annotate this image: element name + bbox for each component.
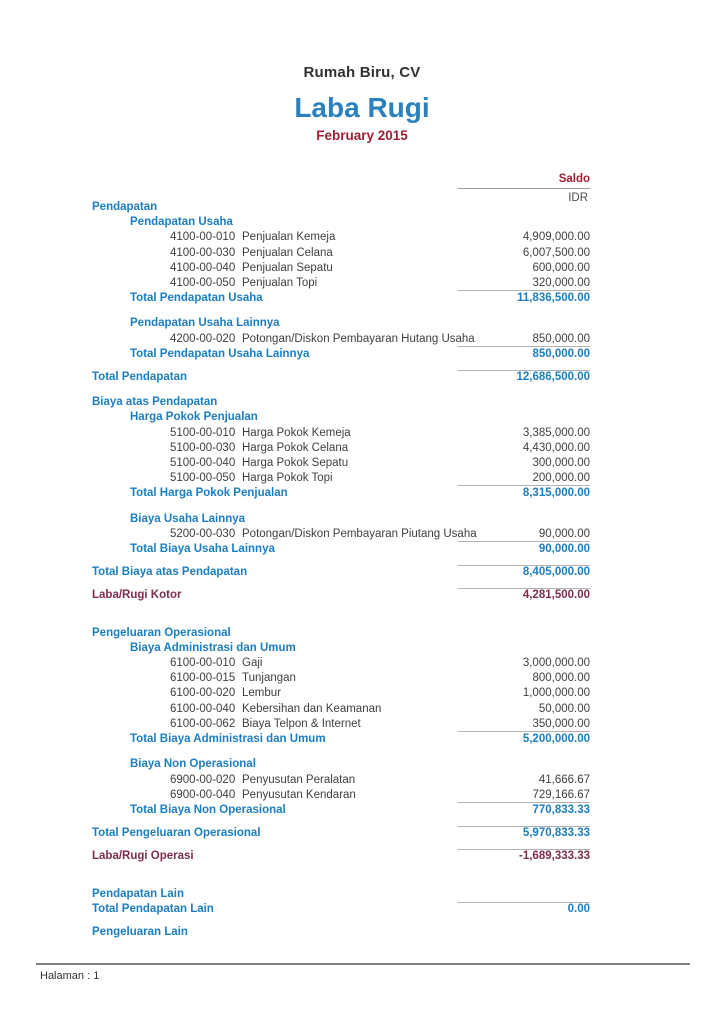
- row-label: Biaya Usaha Lainnya: [130, 512, 246, 525]
- section-row: [36, 512, 590, 527]
- account-row: [36, 788, 590, 803]
- account-row: [36, 686, 590, 701]
- row-amount: [458, 512, 590, 527]
- account-row: [36, 656, 590, 671]
- row-amount: [458, 200, 590, 215]
- total-row: [36, 732, 590, 747]
- account-name: Tunjangan: [242, 672, 296, 685]
- account-name: Harga Pokok Sepatu: [242, 457, 349, 470]
- row-amount: [458, 395, 590, 410]
- row-label: Pendapatan Lain: [92, 887, 185, 900]
- account-code: 6100-00-040: [170, 702, 236, 715]
- row-amount: [458, 925, 590, 940]
- account-name: Penjualan Sepatu: [242, 261, 333, 274]
- section-row: [36, 395, 590, 410]
- total-row: [36, 542, 590, 557]
- row-label: Laba/Rugi Operasi: [92, 850, 194, 863]
- account-code: 5100-00-050: [170, 472, 236, 485]
- account-code: 6100-00-015: [170, 672, 236, 685]
- account-code: 5200-00-030: [170, 527, 236, 540]
- row-label: Pendapatan Usaha: [130, 216, 233, 229]
- account-name: Harga Pokok Kemeja: [242, 426, 351, 439]
- account-row: [36, 702, 590, 717]
- account-name: Penjualan Kemeja: [242, 231, 336, 244]
- row-label: Pengeluaran Operasional: [92, 626, 231, 639]
- account-code: 4200-00-020: [170, 332, 236, 345]
- row-amount: 12,686,500.00: [458, 370, 590, 385]
- row-amount: 729,166.67: [458, 788, 590, 803]
- account-name: Lembur: [242, 687, 281, 700]
- row-spacer: [36, 865, 590, 887]
- account-name: Harga Pokok Celana: [242, 441, 349, 454]
- section-row: [36, 410, 590, 425]
- row-amount: [458, 410, 590, 425]
- account-row: [36, 471, 590, 486]
- account-row: [36, 332, 590, 347]
- row-amount: 4,430,000.00: [522, 441, 590, 454]
- account-code: 6100-00-062: [170, 717, 236, 730]
- row-amount: 200,000.00: [458, 471, 590, 486]
- row-label: Total Pendapatan Usaha Lainnya: [130, 347, 310, 360]
- account-code: 4100-00-030: [170, 246, 236, 259]
- net-row: [36, 849, 590, 864]
- total-row: [36, 486, 590, 501]
- account-row: [36, 261, 590, 276]
- row-amount: 320,000.00: [458, 276, 590, 291]
- row-amount: 850,000.00: [458, 332, 590, 347]
- account-row: [36, 527, 590, 542]
- row-label: Pendapatan: [92, 201, 158, 213]
- row-amount: [458, 757, 590, 772]
- row-amount: 600,000.00: [532, 261, 590, 274]
- row-spacer: [36, 557, 590, 565]
- row-amount: 90,000.00: [538, 543, 590, 556]
- row-amount: -1,689,333.33: [458, 849, 590, 864]
- report-period: February 2015: [316, 128, 408, 143]
- account-name: Gaji: [242, 657, 263, 670]
- row-spacer: [36, 306, 590, 316]
- section-row: [36, 626, 590, 641]
- page-number-label: Halaman : 1: [40, 970, 100, 982]
- account-row: [36, 456, 590, 471]
- row-label: Harga Pokok Penjualan: [130, 411, 258, 424]
- account-name: Kebersihan dan Keamanan: [242, 702, 382, 715]
- row-spacer: [36, 917, 590, 925]
- company-name: Rumah Biru, CV: [303, 64, 421, 81]
- account-name: Penyusutan Kendaran: [242, 788, 356, 801]
- row-label: Total Pendapatan Lain: [92, 902, 214, 915]
- row-spacer: [36, 362, 590, 370]
- row-label: Laba/Rugi Kotor: [92, 589, 182, 602]
- row-amount: 90,000.00: [458, 527, 590, 542]
- row-amount: 3,000,000.00: [522, 657, 590, 670]
- row-amount: 300,000.00: [532, 457, 590, 470]
- row-spacer: [36, 841, 590, 849]
- total-row: [36, 291, 590, 306]
- row-amount: 800,000.00: [532, 672, 590, 685]
- account-code: 4100-00-050: [170, 277, 236, 290]
- row-amount: 6,007,500.00: [522, 246, 590, 259]
- row-amount: [458, 887, 590, 902]
- total-row: [36, 565, 590, 580]
- net-row: [36, 588, 590, 603]
- row-spacer: [36, 818, 590, 826]
- row-amount: 5,200,000.00: [522, 733, 590, 746]
- row-label: Pengeluaran Lain: [92, 925, 188, 938]
- section-row: [36, 925, 590, 940]
- row-spacer: [36, 747, 590, 757]
- row-amount: 8,315,000.00: [522, 487, 590, 500]
- row-amount: 41,666.67: [538, 773, 590, 786]
- row-label: Total Biaya Administrasi dan Umum: [130, 733, 326, 746]
- account-code: 4100-00-010: [170, 231, 236, 244]
- row-spacer: [36, 604, 590, 626]
- account-code: 6900-00-020: [170, 773, 236, 786]
- row-amount: [458, 215, 590, 230]
- section-row: [36, 200, 590, 215]
- account-name: Potongan/Diskon Pembayaran Piutang Usaha: [242, 527, 477, 540]
- row-amount: 3,385,000.00: [522, 426, 590, 439]
- account-row: [36, 717, 590, 732]
- account-name: Penyusutan Peralatan: [242, 773, 356, 786]
- row-amount: 8,405,000.00: [458, 565, 590, 580]
- row-label: Total Harga Pokok Penjualan: [130, 487, 288, 500]
- row-label: Biaya Non Operasional: [130, 758, 256, 771]
- total-row: [36, 902, 590, 917]
- account-code: 4100-00-040: [170, 261, 236, 274]
- row-label: Total Pendapatan Usaha: [130, 292, 263, 305]
- account-code: 5100-00-040: [170, 457, 236, 470]
- row-amount: 5,970,833.33: [458, 826, 590, 841]
- row-amount: 770,833.33: [532, 803, 590, 816]
- account-name: Potongan/Diskon Pembayaran Hutang Usaha: [242, 332, 475, 345]
- account-row: [36, 230, 590, 245]
- row-amount: [458, 626, 590, 641]
- account-code: 5100-00-010: [170, 426, 236, 439]
- currency-label: IDR: [568, 192, 588, 204]
- account-name: Biaya Telpon & Internet: [242, 717, 361, 730]
- row-spacer: [36, 580, 590, 588]
- row-amount: 850,000.00: [532, 347, 590, 360]
- row-amount: 50,000.00: [538, 702, 590, 715]
- account-row: [36, 671, 590, 686]
- row-amount: 4,281,500.00: [458, 588, 590, 603]
- account-row: [36, 426, 590, 441]
- row-amount: [458, 641, 590, 656]
- account-row: [36, 276, 590, 291]
- total-row: [36, 370, 590, 385]
- account-row: [36, 773, 590, 788]
- account-row: [36, 441, 590, 456]
- row-label: Pendapatan Usaha Lainnya: [130, 317, 280, 330]
- total-row: [36, 826, 590, 841]
- row-label: Total Biaya Usaha Lainnya: [130, 543, 275, 556]
- account-name: Penjualan Topi: [242, 277, 318, 290]
- account-code: 5100-00-030: [170, 441, 236, 454]
- account-code: 6900-00-040: [170, 788, 236, 801]
- section-row: [36, 215, 590, 230]
- row-spacer: [36, 385, 590, 395]
- row-spacer: [36, 502, 590, 512]
- row-label: Biaya Administrasi dan Umum: [130, 641, 296, 654]
- row-amount: 0.00: [458, 902, 590, 917]
- document-header: [0, 64, 724, 143]
- section-row: [36, 887, 590, 902]
- account-name: Penjualan Celana: [242, 246, 333, 259]
- row-amount: 11,836,500.00: [517, 292, 590, 305]
- row-label: Total Pendapatan: [92, 371, 187, 384]
- row-label: Biaya atas Pendapatan: [92, 396, 218, 409]
- account-code: 6100-00-020: [170, 687, 236, 700]
- row-amount: 1,000,000.00: [522, 687, 590, 700]
- row-label: Total Biaya Non Operasional: [130, 803, 286, 816]
- balance-header-label: Saldo: [458, 173, 590, 189]
- row-amount: [458, 316, 590, 331]
- section-row: [36, 641, 590, 656]
- account-row: [36, 246, 590, 261]
- total-row: [36, 803, 590, 818]
- row-amount: 350,000.00: [458, 717, 590, 732]
- report-title: Laba Rugi: [294, 92, 430, 123]
- account-code: 6100-00-010: [170, 657, 236, 670]
- row-label: Total Pengeluaran Operasional: [92, 827, 261, 840]
- row-label: Total Biaya atas Pendapatan: [92, 566, 248, 579]
- total-row: [36, 347, 590, 362]
- section-row: [36, 757, 590, 772]
- section-row: [36, 316, 590, 331]
- account-name: Harga Pokok Topi: [242, 472, 333, 485]
- report-body: [36, 200, 590, 940]
- row-amount: 4,909,000.00: [522, 231, 590, 244]
- footer-divider: [36, 963, 690, 965]
